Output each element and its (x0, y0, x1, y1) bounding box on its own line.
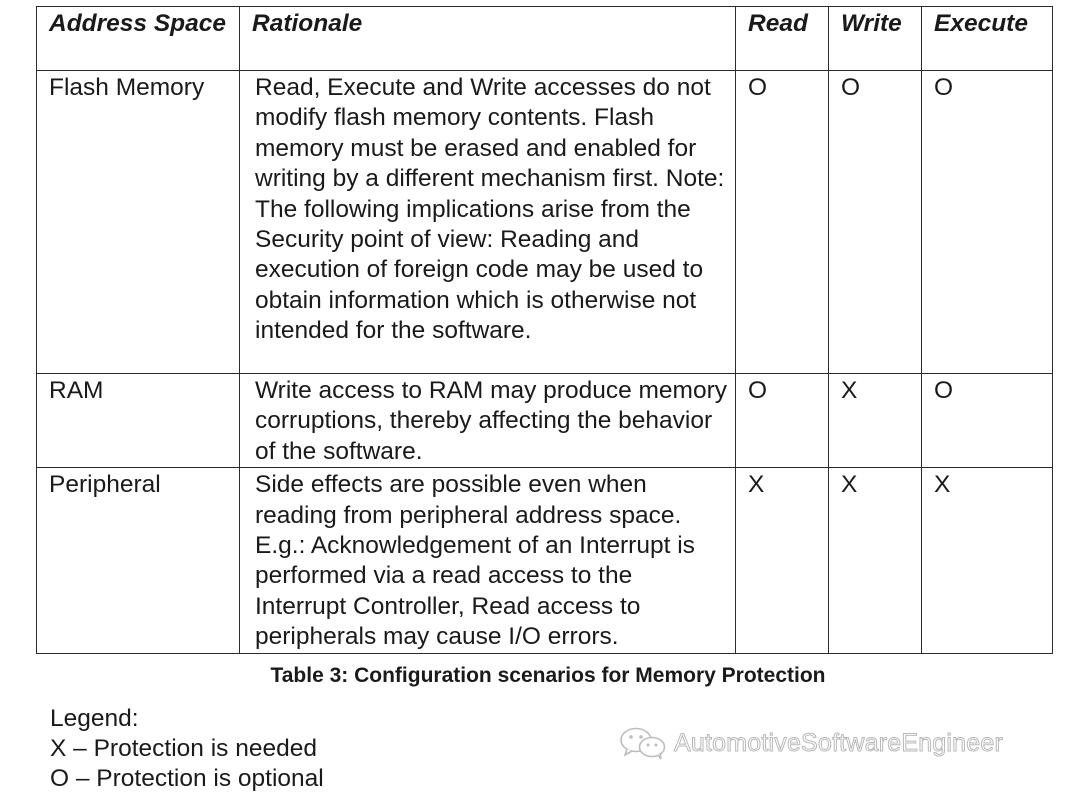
cell-execute: O (922, 374, 1053, 468)
legend-o-item: O – Protection is optional (50, 765, 324, 792)
legend (50, 704, 324, 794)
legend-x-item: X – Protection is needed (50, 735, 317, 762)
cell-rationale: Side effects are possible even when reading from peripheral address space. E.g.: Acknowledgement of an Interrupt is performed via a read access to the Interrupt Controller, Read access to peripherals may cause I/O errors. (240, 468, 736, 653)
header-execute: Execute (922, 7, 1053, 71)
cell-address-space: RAM (37, 374, 240, 468)
table-header-row (37, 7, 1053, 71)
cell-rationale: Read, Execute and Write accesses do not modify flash memory contents. Flash memory must be erased and enabled for writing by a different mechanism first. Note: The following implications arise from the Security point of view: Reading and execution of foreign code may be used to obtain information which is otherwise not intended for the software. (240, 71, 736, 374)
cell-read: O (736, 71, 829, 374)
legend-title: Legend: (50, 705, 139, 732)
cell-rationale: Write access to RAM may produce memory corruptions, thereby affecting the behavior of the software. (240, 374, 736, 468)
cell-write: O (829, 71, 922, 374)
cell-execute: X (922, 468, 1053, 653)
table-caption: Table 3: Configuration scenarios for Memory Protection (270, 664, 826, 687)
watermark (618, 726, 1003, 760)
cell-address-space: Flash Memory (37, 71, 240, 374)
cell-address-space: Peripheral (37, 468, 240, 653)
cell-write: X (829, 374, 922, 468)
wechat-icon (618, 726, 668, 760)
table-row (37, 71, 1053, 374)
watermark-text: AutomotiveSoftwareEngineer (674, 729, 1003, 757)
table-row (37, 468, 1053, 653)
memory-protection-table (36, 6, 1053, 654)
memory-protection-table-container (36, 6, 1053, 654)
header-address-space: Address Space (37, 7, 240, 71)
table-row (37, 374, 1053, 468)
cell-read: X (736, 468, 829, 653)
cell-execute: O (922, 71, 1053, 374)
cell-read: O (736, 374, 829, 468)
header-write: Write (829, 7, 922, 71)
header-rationale: Rationale (240, 7, 736, 71)
header-read: Read (736, 7, 829, 71)
cell-write: X (829, 468, 922, 653)
